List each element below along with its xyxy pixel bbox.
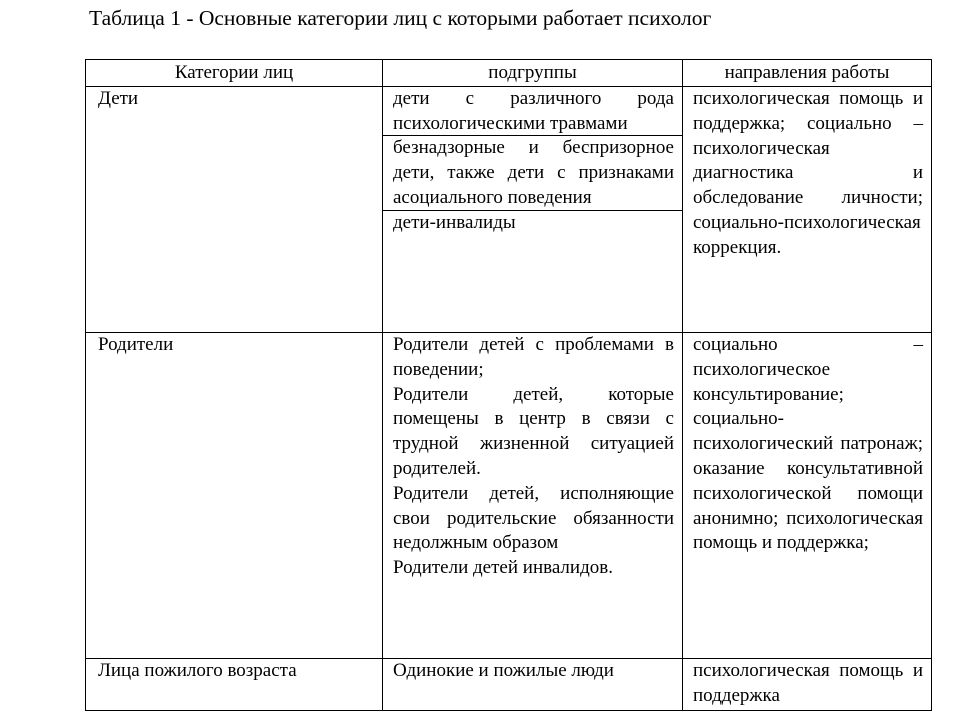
category-cell (86, 659, 383, 711)
subgroups-cell (383, 333, 683, 659)
subgroup-item: Родители детей, которые помещены в центр в связи с трудной жизненной ситуацией родителей. (393, 383, 674, 479)
table-caption: Таблица 1 - Основные категории лиц с которыми работает психолог (89, 6, 712, 30)
directions-cell: психологическая помощь и поддержка (683, 659, 932, 711)
table-header-row (86, 60, 932, 87)
header-subgroups: подгруппы (383, 60, 683, 87)
subgroups-cell (383, 659, 683, 711)
subgroup-item: дети с различного рода психологическими травмами (383, 87, 682, 136)
category-label: Лица пожилого возраста (98, 660, 297, 681)
categories-table (85, 59, 932, 711)
table-row (86, 87, 932, 333)
category-label: Родители (98, 334, 174, 355)
header-categories: Категории лиц (86, 60, 383, 87)
subgroup-item: Родители детей с проблемами в поведении; (393, 334, 674, 380)
table-row (86, 659, 932, 711)
directions-cell: психологическая помощь и поддержка; социально – психологическая диагностика и обследование личности; социально-психологическая коррекция. (683, 87, 932, 333)
header-directions: направления работы (683, 60, 932, 87)
directions-cell: социально – психологическое консультирование; социально-психологический патронаж; оказание консультативной психологической помощи анонимно; психологическая помощь и поддержка; (683, 333, 932, 659)
subgroup-item: Родители детей, исполняющие свои родительские обязанности недолжным образом (393, 482, 674, 554)
category-cell (86, 333, 383, 659)
subgroup-item: Родители детей инвалидов. (393, 557, 613, 579)
table-row (86, 333, 932, 659)
subgroup-item: Одинокие и пожилые люди (393, 660, 614, 681)
subgroups-cell (383, 87, 683, 333)
subgroup-item: безнадзорные и беспризорное дети, также дети с признаками асоциального поведения (383, 136, 682, 211)
category-cell (86, 87, 383, 333)
subgroup-item: дети-инвалиды (393, 212, 516, 233)
category-label: Дети (98, 88, 139, 109)
